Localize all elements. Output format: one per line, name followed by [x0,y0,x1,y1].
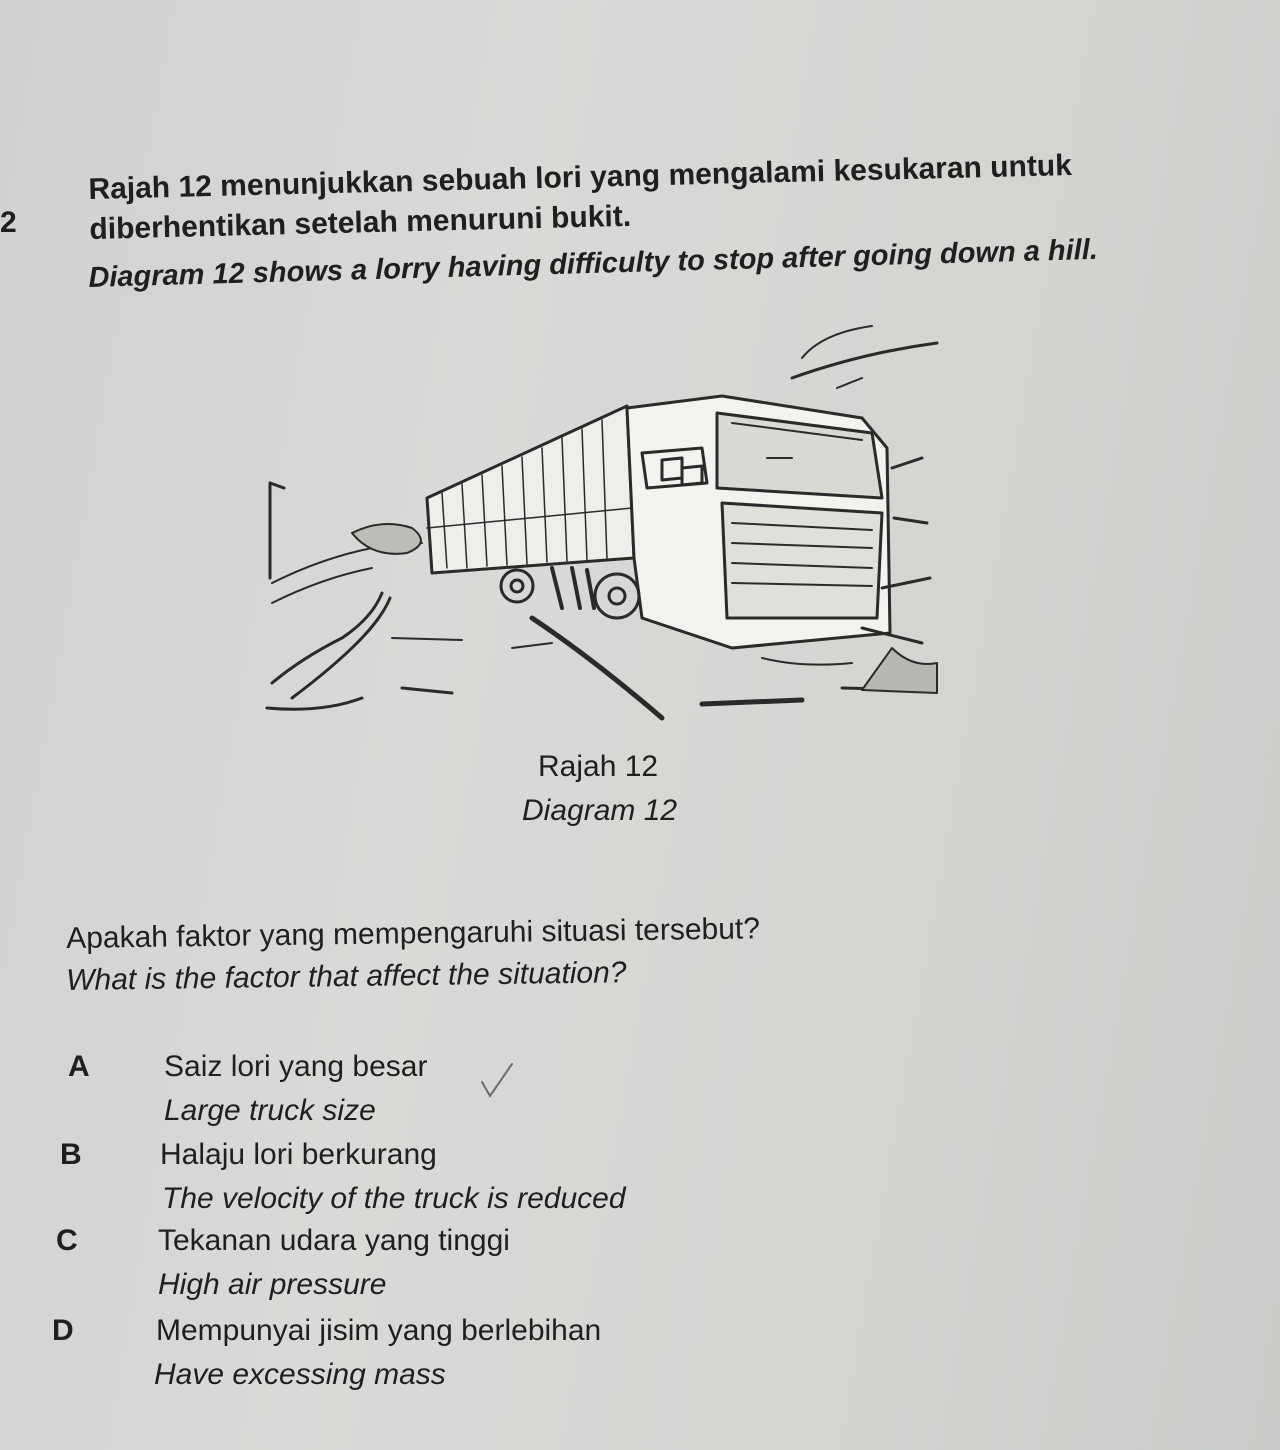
option-d-english[interactable]: Have excessing mass [154,1358,446,1391]
option-c-letter[interactable]: C [56,1224,78,1257]
figure-caption-malay: Rajah 12 [538,750,659,783]
lorry-sketch-icon [262,318,942,728]
option-b-letter[interactable]: B [60,1138,82,1171]
option-d-letter[interactable]: D [52,1314,74,1347]
option-a-malay[interactable]: Saiz lori yang besar [164,1050,428,1083]
option-a-english[interactable]: Large truck size [164,1094,376,1127]
option-d-malay[interactable]: Mempunyai jisim yang berlebihan [156,1314,602,1347]
question-prompt-english: What is the factor that affect the situation? [66,956,627,997]
option-c-malay[interactable]: Tekanan udara yang tinggi [158,1224,510,1257]
option-b-english[interactable]: The velocity of the truck is reduced [162,1182,626,1215]
option-c-english[interactable]: High air pressure [158,1268,387,1301]
question-number: 2 [0,206,17,239]
tick-mark-icon [480,1062,514,1098]
question-stem-malay: Rajah 12 menunjukkan sebuah lori yang mengalami kesukaran untuk diberhentikan setelah menuruni bukit. [88,148,1073,246]
question-stem-english: Diagram 12 shows a lorry having difficulty to stop after going down a hill. [88,233,1099,294]
figure-caption-english: Diagram 12 [522,794,678,827]
question-prompt-malay: Apakah faktor yang mempengaruhi situasi tersebut? [66,912,761,955]
option-b-malay[interactable]: Halaju lori berkurang [160,1138,437,1171]
option-a-letter[interactable]: A [68,1050,90,1083]
